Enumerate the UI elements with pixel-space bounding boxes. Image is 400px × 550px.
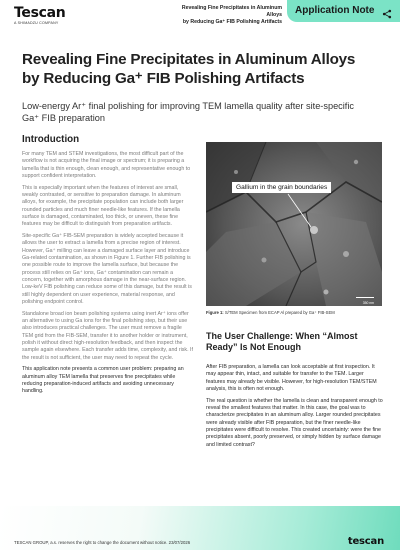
logo-tagline: A SHIMADZU COMPANY [14,21,59,25]
figure-caption-number: Figure 1: [206,310,224,315]
figure-annotation-label: Gallium in the grain boundaries [232,182,331,193]
introduction-column [22,151,194,400]
page-header [0,0,400,34]
micrograph-image [206,142,382,306]
application-note-label: Application Note [295,5,375,16]
logo-wordmark: Tescan [14,5,66,21]
user-challenge-heading: The User Challenge: When “Almost Ready” Is Not Enough [206,331,358,352]
figure-caption-text: S/TEM Specimen from ECAP Al prepared by Ga⁺ FIB-SEM [224,310,335,315]
header-doc-title-line2: by Reducing Ga⁺ FIB Polishing Artifacts [182,19,282,25]
intro-paragraph-1: For many TEM and STEM investigations, the most difficult part of the workflow is not acquiring the final image or spectrum; it is preparing a lamella that is thin enough, clean enough, and representative enough to support confident interpretation. [22,151,191,179]
header-doc-title [166,5,282,26]
page-subtitle: Low-energy Ar⁺ final polishing for improving TEM lamella quality after site-specific Ga⁺ FIB preparation [22,101,354,123]
header-doc-title-line1: Revealing Fine Precipitates in Aluminum Alloys [181,5,282,18]
user-challenge-column [206,364,384,453]
application-note-tab [287,0,400,22]
challenge-paragraph-2: The real question is whether the lamella is clean and transparent enough to reveal the smallest features that matter. In this case, the goal was to characterize precipitates in an aluminum alloy. Larger rounded precipitates were already visible after FIB preparation, but the finer needle-like precipitates were difficult to resolve. This created uncertainty: were the fine precipitates absent, poorly preserved, or simply hidden by surface damage and limited contrast? [206,397,383,448]
share-icon[interactable] [382,6,392,16]
scale-bar [356,297,374,299]
intro-paragraph-3: Site-specific Ga⁺ FIB-SEM preparation is widely accepted because it allows the user to extract a lamella from a precise region of interest. However, Ga⁺ milling can leave a damaged surface layer and introduce Ga-related contamination, as shown in Figure 1. Further FIB polishing is one possible route to improve the lamella surface, but because the process still relies on Ga⁺ ions, Ga⁺ contamination can remain a concern, together with amorphous damage in the near-surface region. Low-keV FIB polishing can reduce some of this damage, but the result is still highly dependent on user experience, material response, and polishing endpoint control. [22,233,192,305]
page-title-line2: by Reducing Ga⁺ FIB Polishing Artifacts [22,70,305,87]
scale-bar-label: 350 nm [362,301,374,305]
page-title-line1: Revealing Fine Precipitates in Aluminum Alloys [22,51,356,68]
introduction-heading: Introduction [22,134,80,145]
footer-logo: tescan [347,536,384,547]
intro-paragraph-2: This is especially important when the features of interest are small, weakly contrasted, or sensitive to preparation damage. In aluminum alloys, for example, the precipitate population can include both larger rounded particles and much finer needle-like features. If the lamella surface is damaged, contaminated, too thick, or uneven, these fine features may be difficult to distinguish from preparation artifacts. [22,184,184,228]
intro-paragraph-5: This application note presents a common user problem: preparing an aluminum alloy TEM lamella that preserves fine precipitates while reducing preparation-induced artifacts and avoiding unnecessary handling. [22,366,184,395]
page-title [22,50,382,88]
footer-disclaimer: TESCAN GROUP, a.s. reserves the right to change the document without notice. 23/07/2026 [14,540,191,545]
intro-paragraph-4: Standalone broad ion beam polishing systems using inert Ar⁺ ions offer an alternative to using Ga ions for the final polishing step, but their use also introduces practical challenges. The user must remove a fragile TEM grid from the FIB-SEM, transfer it to another holder or instrument, polish it without direct high-resolution feedback, and then inspect the sample again elsewhere. Each transfer adds time, complexity, and risk. If the result is not sufficient, the user may need to repeat the cycle. [22,310,193,361]
tescan-logo [14,6,65,25]
figure-caption [206,310,382,316]
tem-micrograph-figure [206,142,382,306]
challenge-paragraph-1: After FIB preparation, a lamella can look acceptable at first inspection. It may appear thin, intact, and suitable for transfer to the TEM. Larger features may already be visible. However, for high-resolution TEM/STEM analysis, this is often not enough. [206,364,377,392]
